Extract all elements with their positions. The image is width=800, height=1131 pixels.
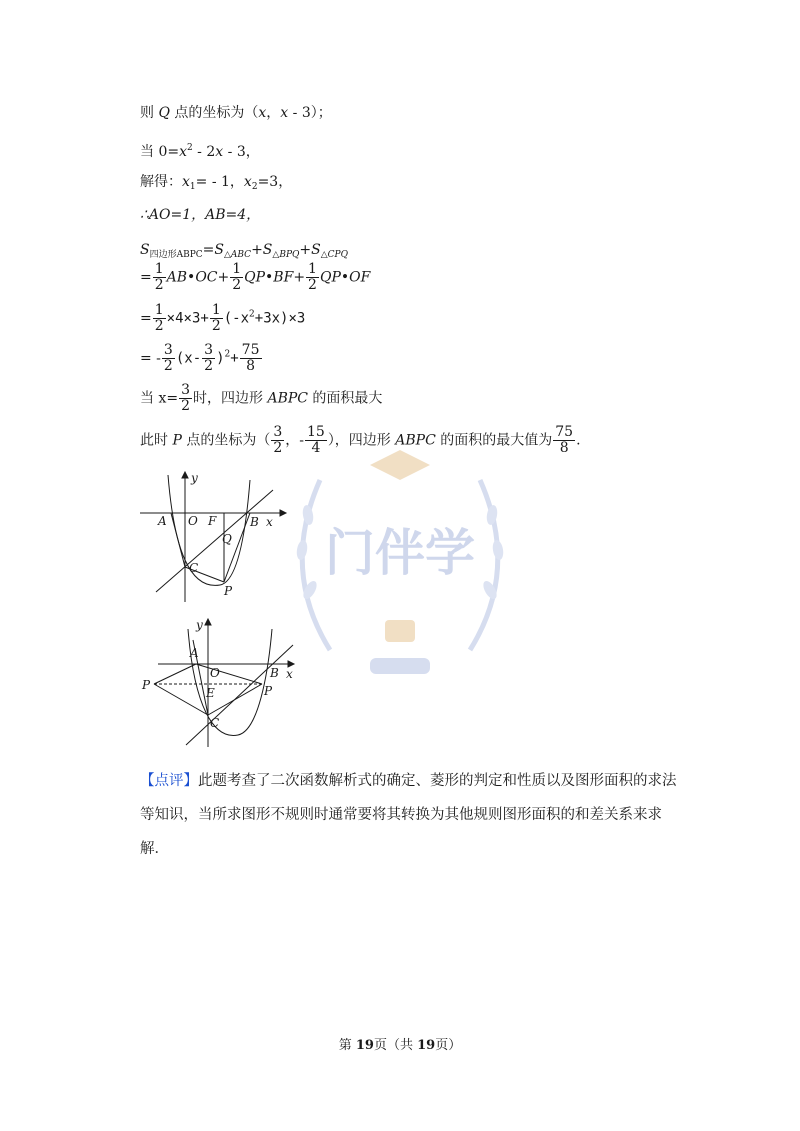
line-area-step2: = $\frac{1}{2}$ ×4×3+ $\frac{1}{2}$ $(-x^2+3x)\times 3$ bbox=[140, 302, 306, 334]
label-Q: Q bbox=[222, 532, 232, 546]
line-solution: 解得：$x_1= - 1$，$x_2=3$， bbox=[140, 174, 293, 192]
line-p-left-a bbox=[154, 664, 196, 684]
fraction: $\frac{1}{2}$ bbox=[211, 302, 221, 334]
line-equation: 当 $0=x^2 - 2x - 3$， bbox=[140, 143, 260, 160]
label-B: B bbox=[270, 666, 279, 680]
parabola-curve bbox=[168, 475, 250, 585]
line-pb bbox=[224, 513, 250, 582]
label-O: O bbox=[188, 514, 198, 528]
line-max-result: 此时 P 点的坐标为（ $\frac{3}{2}$ ，- $\frac{15}{4}$ ），四边形 ABPC 的面积的最大值为 $\frac{75}{8}$ . bbox=[140, 424, 581, 456]
fraction: $\frac{75}{8}$ bbox=[241, 342, 260, 374]
watermark-logo bbox=[270, 420, 530, 700]
fraction: $\frac{75}{8}$ bbox=[555, 424, 574, 456]
label-A: A bbox=[158, 514, 167, 528]
comment-tag: 【点评】 bbox=[140, 773, 198, 789]
fraction: $\frac{3}{2}$ bbox=[181, 382, 190, 414]
fraction: $\frac{3}{2}$ bbox=[163, 342, 173, 374]
label-C: C bbox=[210, 716, 220, 730]
comment-body: 此题考查了二次函数解析式的确定、菱形的判定和性质以及图形面积的求法等知识，当所求图形不规则时通常要将其转换为其他规则图形面积的和差关系来求解． bbox=[140, 773, 677, 857]
line-bc bbox=[186, 645, 293, 745]
label-F: F bbox=[208, 514, 217, 528]
line-area-step1: = $\frac{1}{2}$ AB•OC+ $\frac{1}{2}$ QP•BF+ $\frac{1}{2}$ QP•OF bbox=[140, 261, 371, 293]
figure-2-rhombus bbox=[138, 615, 308, 750]
fraction: $\frac{3}{2}$ bbox=[273, 424, 283, 456]
label-y: y bbox=[196, 618, 203, 632]
comment-paragraph bbox=[140, 764, 680, 866]
fraction: $\frac{15}{4}$ bbox=[306, 424, 325, 456]
x-axis-arrow bbox=[280, 510, 286, 516]
label-x: x bbox=[266, 515, 273, 529]
label-C: C bbox=[189, 561, 199, 575]
page-footer: 第 19页（共 19页） bbox=[338, 1038, 462, 1053]
watermark-text: 门伴学 bbox=[325, 524, 475, 582]
label-y: y bbox=[191, 471, 198, 485]
fraction: $\frac{1}{2}$ bbox=[232, 261, 242, 293]
fraction: $\frac{1}{2}$ bbox=[154, 261, 164, 293]
line-ao-ab: ∴AO=1，AB=4， bbox=[140, 207, 261, 223]
fraction: $\frac{3}{2}$ bbox=[204, 342, 214, 374]
line-q-coordinate: 则 Q 点的坐标为（x，x - 3）； bbox=[140, 105, 332, 121]
line-area-decomposition: $S_{四边形ABPC}=S_{\triangle ABC}+S_{\triangle BPQ}+S_{\triangle CPQ}$ bbox=[140, 242, 348, 260]
line-ac bbox=[171, 513, 185, 567]
figure-1-parabola bbox=[138, 470, 288, 605]
fraction: $\frac{1}{2}$ bbox=[308, 261, 317, 293]
line-p-left-c bbox=[154, 684, 208, 715]
parabola-curve bbox=[188, 629, 272, 735]
line-max-condition: 当 x= $\frac{3}{2}$ 时，四边形 ABPC 的面积最大 bbox=[140, 382, 383, 414]
fraction: $\frac{1}{2}$ bbox=[154, 302, 164, 334]
label-P: P bbox=[224, 584, 233, 598]
y-axis-arrow bbox=[205, 619, 211, 625]
label-B: B bbox=[250, 515, 259, 529]
label-A: A bbox=[190, 646, 199, 660]
y-axis-arrow bbox=[182, 472, 188, 478]
line-area-step3: = - $\frac{3}{2}$ (x- $\frac{3}{2}$ )$^2$+ $\frac{75}{8}$ bbox=[140, 342, 260, 374]
line-bc bbox=[156, 490, 273, 592]
line-a-p-right bbox=[196, 664, 262, 684]
label-E: E bbox=[206, 686, 215, 700]
label-P-left: P bbox=[142, 678, 151, 692]
label-P-right: P bbox=[264, 684, 273, 698]
label-x: x bbox=[286, 667, 293, 681]
line-c-p-right bbox=[208, 684, 262, 715]
label-O: O bbox=[210, 666, 220, 680]
